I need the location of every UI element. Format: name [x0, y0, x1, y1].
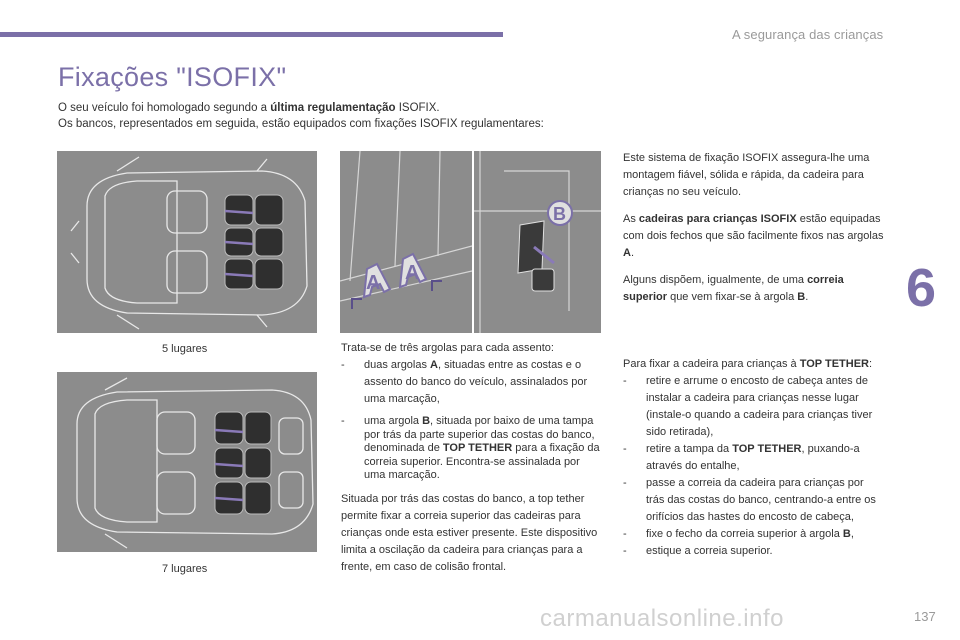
watermark: carmanualsonline.info	[540, 605, 784, 632]
anchors-item-a: - duas argolas A, situadas entre as costas e o assento do banco do veículo, assinalados por uma marcação,	[341, 359, 588, 405]
section-title: A segurança das crianças	[732, 27, 884, 42]
anchors-item-b: - uma argola B, situada por baixo de uma tampa por trás da parte superior das costas do banco, denominada de TOP TETHER para a fixação da correia superior. Encontra-se assinalada por uma marcação.	[341, 415, 600, 481]
anchor-a-label-1: A	[366, 272, 381, 294]
seven-seats-car-icon	[57, 372, 317, 552]
anchor-a-illustration	[340, 151, 472, 333]
five-seats-caption: 5 lugares	[162, 343, 208, 355]
top-tether-description: Situada por trás das costas do banco, a top tether permite fixar a correia superior das cadeiras para crianças onde esta estiver presente. Este dispositivo limita a oscilação da cadeira para crianças para a frente, em caso de colisão frontal.	[341, 492, 598, 573]
seven-seats-caption: 7 lugares	[162, 563, 208, 575]
step-1: - retire e arrume o encosto de cabeça antes de instalar a cadeira para crianças nesse lugar (instale-o quando a cadeira para crianças tiver sido retirada),	[623, 375, 873, 438]
page-title: Fixações "ISOFIX"	[58, 62, 287, 92]
intro-line-1: O seu veículo foi homologado segundo a última regulamentação ISOFIX.	[58, 102, 440, 114]
anchor-b-label: B	[553, 204, 566, 224]
steps-intro: Para fixar a cadeira para crianças à TOP TETHER:	[623, 358, 873, 370]
right-column-steps	[623, 356, 885, 560]
anchors-intro: Trata-se de três argolas para cada assento:	[341, 342, 554, 354]
chapter-number: 6	[906, 258, 937, 318]
step-2: - retire a tampa da TOP TETHER, puxando-a através do entalhe,	[623, 443, 860, 472]
step-5: - estique a correia superior.	[623, 545, 773, 557]
anchor-a-photo	[340, 151, 472, 333]
isofix-seats-paragraph: As cadeiras para crianças ISOFIX estão equipadas com dois fechos que são facilmente fixos nas argolas A.	[623, 213, 884, 259]
top-strap-paragraph: Alguns dispõem, igualmente, de uma correia superior que vem fixar-se à argola B.	[623, 274, 844, 303]
five-seats-car-icon	[57, 151, 317, 333]
seven-seats-diagram	[57, 372, 317, 552]
header-accent-bar	[0, 32, 503, 37]
intro-text	[58, 100, 544, 132]
five-seats-diagram	[57, 151, 317, 333]
right-column-top	[623, 150, 885, 306]
isofix-system-paragraph: Este sistema de fixação ISOFIX assegura-lhe uma montagem fiável, sólida e rápida, da cadeira para crianças no seu veículo.	[623, 152, 870, 198]
anchor-a-label-2: A	[405, 262, 420, 284]
anchor-b-photo	[474, 151, 601, 333]
intro-line-2: Os bancos, representados em seguida, estão equipados com fixações ISOFIX regulamentares:	[58, 118, 544, 130]
middle-column	[341, 340, 603, 576]
page-number: 137	[914, 609, 936, 624]
step-4: - fixe o fecho da correia superior à argola B,	[623, 528, 854, 540]
step-3: - passe a correia da cadeira para crianças por trás das costas do banco, centrando-a entre os orifícios das hastes do encosto de cabeça,	[623, 477, 876, 523]
anchor-b-illustration	[474, 151, 601, 333]
